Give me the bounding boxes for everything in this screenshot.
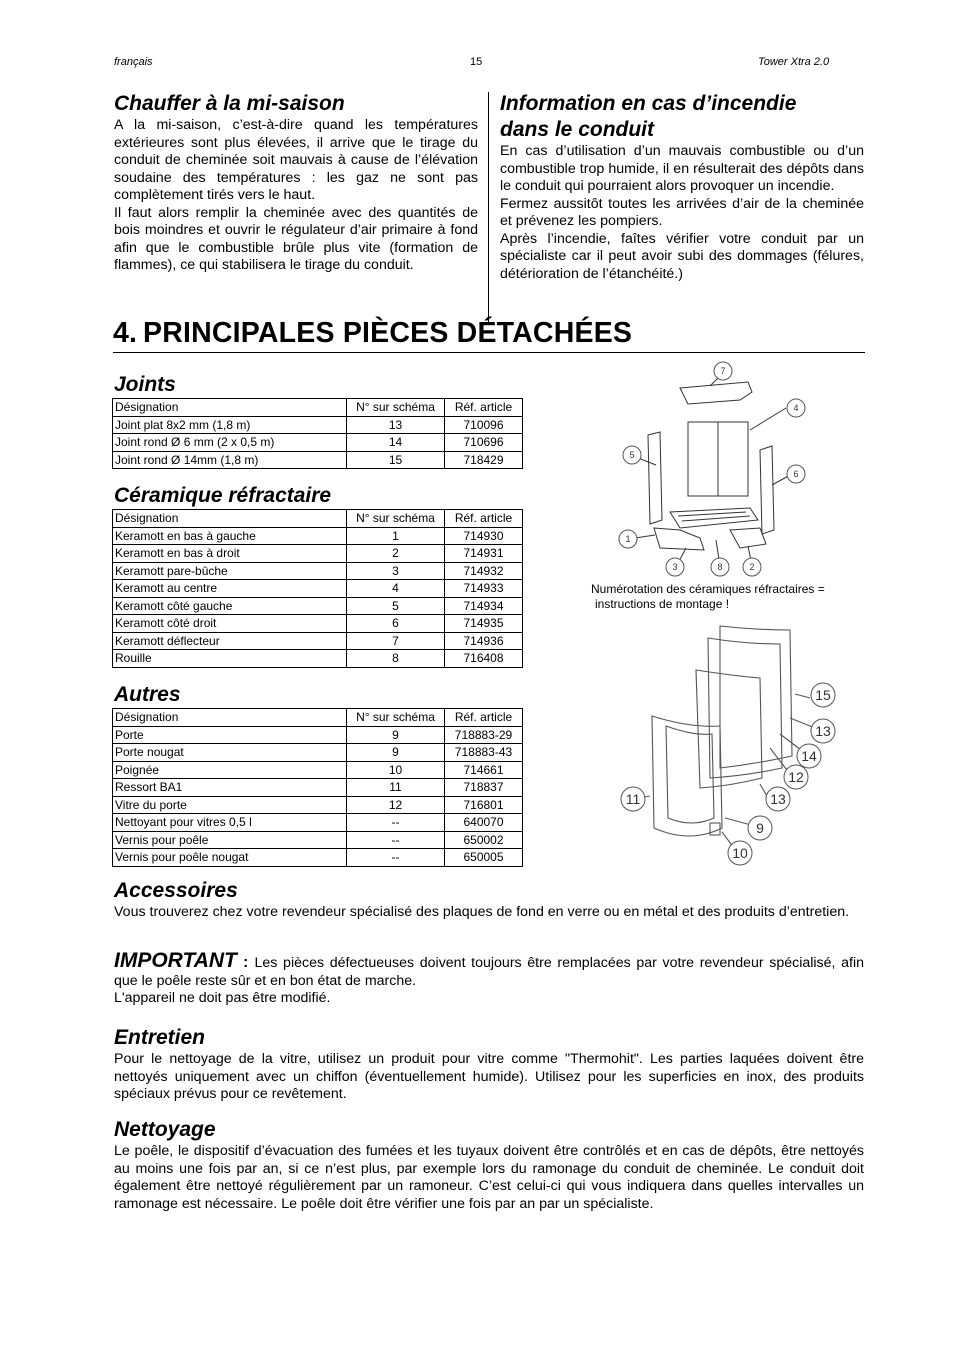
designation-cell: Keramott côté gauche bbox=[113, 597, 347, 615]
callout-label: 3 bbox=[672, 562, 678, 573]
main-heading-number: 4. bbox=[113, 317, 138, 349]
left-side-panel bbox=[648, 432, 662, 524]
door-exploded-diagram bbox=[610, 618, 850, 870]
table-row bbox=[113, 814, 523, 832]
schema-number-cell: 4 bbox=[347, 580, 445, 598]
column-header-designation: Désignation bbox=[113, 399, 347, 417]
table-header-row bbox=[113, 399, 523, 417]
column-divider bbox=[488, 92, 489, 322]
article-ref-cell: 640070 bbox=[445, 814, 523, 832]
callout-label: 10 bbox=[732, 845, 748, 862]
article-ref-cell: 716801 bbox=[445, 796, 523, 814]
designation-cell: Vernis pour poêle nougat bbox=[113, 849, 347, 867]
autres-table bbox=[112, 708, 523, 867]
joints-title: Joints bbox=[114, 373, 176, 396]
schema-number-cell: 6 bbox=[347, 615, 445, 633]
article-ref-cell: 716408 bbox=[445, 650, 523, 668]
callout-label: 8 bbox=[717, 562, 723, 573]
table-row bbox=[113, 650, 523, 668]
important-colon: : bbox=[236, 954, 255, 971]
column-header-ref: Réf. article bbox=[445, 709, 523, 727]
entretien-text: Pour le nettoyage de la vitre, utilisez un produit pour vitre comme "Thermohit". Les parties laquées doivent être nettoyés uniquement avec un chiffon (éventuellement humide). Utilisez pour les superficies en inox, des produits spéciaux prévus pour ce revêtement. bbox=[114, 1051, 864, 1102]
callout-label: 11 bbox=[625, 791, 641, 808]
schema-number-cell: 10 bbox=[347, 761, 445, 779]
callout-label: 9 bbox=[756, 820, 764, 837]
incendie-title-line-1: Information en cas d’incendie bbox=[500, 92, 797, 115]
incendie-paragraph-1: En cas d’utilisation d’un mauvais combustible ou d’un combustible trop humide, il en résulterait des dépôts dans le conduit qui pourraient alors provoquer un incendie. bbox=[500, 143, 864, 194]
table-row bbox=[113, 849, 523, 867]
schema-number-cell: 12 bbox=[347, 796, 445, 814]
designation-cell: Joint rond Ø 6 mm (2 x 0,5 m) bbox=[113, 434, 347, 452]
schema-number-cell: 7 bbox=[347, 632, 445, 650]
diagram-caption-line-2: instructions de montage ! bbox=[595, 597, 730, 611]
callout-label: 13 bbox=[815, 723, 831, 740]
article-ref-cell: 714932 bbox=[445, 562, 523, 580]
designation-cell: Keramott en bas à gauche bbox=[113, 527, 347, 545]
door-glass bbox=[696, 670, 762, 788]
designation-cell: Vernis pour poêle bbox=[113, 831, 347, 849]
table-row bbox=[113, 632, 523, 650]
table-header-row bbox=[113, 709, 523, 727]
ceramique-title: Céramique réfractaire bbox=[114, 484, 332, 507]
table-row bbox=[113, 527, 523, 545]
important-section bbox=[114, 949, 864, 1008]
table-row bbox=[113, 726, 523, 744]
deflector-plate bbox=[680, 382, 752, 404]
schema-number-cell: 13 bbox=[347, 416, 445, 434]
designation-cell: Keramott déflecteur bbox=[113, 632, 347, 650]
column-header-designation: Désignation bbox=[113, 709, 347, 727]
schema-number-cell: 2 bbox=[347, 545, 445, 563]
schema-number-cell: -- bbox=[347, 849, 445, 867]
column-header-schema: N° sur schéma bbox=[347, 510, 445, 528]
callout-label: 4 bbox=[793, 403, 799, 414]
schema-number-cell: 3 bbox=[347, 562, 445, 580]
table-row bbox=[113, 597, 523, 615]
article-ref-cell: 718837 bbox=[445, 779, 523, 797]
column-header-schema: N° sur schéma bbox=[347, 709, 445, 727]
header-product: Tower Xtra 2.0 bbox=[758, 56, 830, 68]
designation-cell: Vitre du porte bbox=[113, 796, 347, 814]
table-row bbox=[113, 796, 523, 814]
heading-rule bbox=[113, 352, 865, 353]
schema-number-cell: -- bbox=[347, 831, 445, 849]
nettoyage-section bbox=[114, 1117, 864, 1213]
schema-number-cell: 1 bbox=[347, 527, 445, 545]
column-header-ref: Réf. article bbox=[445, 510, 523, 528]
schema-number-cell: 14 bbox=[347, 434, 445, 452]
entretien-title: Entretien bbox=[114, 1026, 206, 1049]
designation-cell: Joint plat 8x2 mm (1,8 m) bbox=[113, 416, 347, 434]
ceramic-exploded-diagram bbox=[600, 360, 840, 585]
table-row bbox=[113, 761, 523, 779]
article-ref-cell: 714933 bbox=[445, 580, 523, 598]
table-row bbox=[113, 451, 523, 469]
schema-number-cell: 11 bbox=[347, 779, 445, 797]
gasket-layer bbox=[708, 638, 782, 778]
designation-cell: Keramott côté droit bbox=[113, 615, 347, 633]
main-heading: PRINCIPALES PIÈCES DÉTACHÉES bbox=[143, 317, 633, 349]
callout-label: 15 bbox=[815, 687, 831, 704]
table-header-row bbox=[113, 510, 523, 528]
article-ref-cell: 718429 bbox=[445, 451, 523, 469]
grate bbox=[670, 508, 758, 528]
schema-number-cell: 9 bbox=[347, 744, 445, 762]
article-ref-cell: 714935 bbox=[445, 615, 523, 633]
callout-label: 5 bbox=[629, 450, 635, 461]
table-row bbox=[113, 545, 523, 563]
ceramique-table bbox=[112, 509, 523, 668]
table-row bbox=[113, 416, 523, 434]
bottom-right-brick bbox=[730, 528, 766, 548]
important-label: IMPORTANT bbox=[114, 949, 237, 972]
incendie-paragraph-2: Fermez aussitôt toutes les arrivées d’air de la cheminée et prévenez les pompiers. bbox=[500, 195, 864, 229]
column-header-schema: N° sur schéma bbox=[347, 399, 445, 417]
designation-cell: Rouille bbox=[113, 650, 347, 668]
article-ref-cell: 718883-43 bbox=[445, 744, 523, 762]
article-ref-cell: 650005 bbox=[445, 849, 523, 867]
article-ref-cell: 650002 bbox=[445, 831, 523, 849]
joints-table bbox=[112, 398, 523, 469]
article-ref-cell: 714931 bbox=[445, 545, 523, 563]
callout-label: 2 bbox=[749, 562, 755, 573]
diagram-caption-line-1: Numérotation des céramiques réfractaires = bbox=[591, 582, 825, 596]
table-row bbox=[113, 434, 523, 452]
callout-label: 7 bbox=[720, 366, 726, 377]
table-row bbox=[113, 562, 523, 580]
designation-cell: Nettoyant pour vitres 0,5 l bbox=[113, 814, 347, 832]
article-ref-cell: 710696 bbox=[445, 434, 523, 452]
incendie-section bbox=[500, 91, 864, 283]
article-ref-cell: 714661 bbox=[445, 761, 523, 779]
designation-cell: Porte bbox=[113, 726, 347, 744]
designation-cell: Ressort BA1 bbox=[113, 779, 347, 797]
accessoires-title: Accessoires bbox=[114, 879, 238, 902]
schema-number-cell: 5 bbox=[347, 597, 445, 615]
column-header-ref: Réf. article bbox=[445, 399, 523, 417]
mi-saison-paragraph-2: Il faut alors remplir la cheminée avec des quantités de bois moindres et ouvrir le régulateur d’air primaire à fond afin que le combustible brûle plus vite (formation de flammes), ce qui stabilisera le tirage du conduit. bbox=[114, 204, 478, 273]
designation-cell: Keramott en bas à droit bbox=[113, 545, 347, 563]
nettoyage-title: Nettoyage bbox=[114, 1118, 216, 1141]
article-ref-cell: 718883-29 bbox=[445, 726, 523, 744]
callout-label: 1 bbox=[625, 534, 631, 545]
door-handle bbox=[710, 823, 720, 835]
mi-saison-section bbox=[114, 91, 478, 275]
schema-number-cell: 9 bbox=[347, 726, 445, 744]
schema-number-cell: -- bbox=[347, 814, 445, 832]
table-row bbox=[113, 580, 523, 598]
article-ref-cell: 714930 bbox=[445, 527, 523, 545]
accessoires-text: Vous trouverez chez votre revendeur spécialisé des plaques de fond en verre ou en métal et des produits d’entretien. bbox=[114, 904, 850, 920]
designation-cell: Joint rond Ø 14mm (1,8 m) bbox=[113, 451, 347, 469]
mi-saison-title: Chauffer à la mi-saison bbox=[114, 92, 345, 115]
column-header-designation: Désignation bbox=[113, 510, 347, 528]
important-text: Les pièces défectueuses doivent toujours être remplacées par votre revendeur spécialisé, afin que le poêle reste sûr et en bon état de marche. bbox=[114, 955, 864, 989]
callout-label: 6 bbox=[793, 469, 799, 480]
header-language: français bbox=[114, 56, 153, 68]
entretien-section bbox=[114, 1025, 864, 1104]
callout-label: 14 bbox=[801, 748, 817, 765]
callout-label: 13 bbox=[770, 791, 786, 808]
designation-cell: Keramott au centre bbox=[113, 580, 347, 598]
article-ref-cell: 714936 bbox=[445, 632, 523, 650]
table-row bbox=[113, 615, 523, 633]
incendie-paragraph-3: Après l’incendie, faîtes vérifier votre conduit par un spécialiste car il peut avoir subi des dommages (félures, détérioration de l’étanchéité.) bbox=[500, 230, 864, 282]
callout-label: 12 bbox=[788, 769, 804, 786]
designation-cell: Keramott pare-bûche bbox=[113, 562, 347, 580]
autres-title: Autres bbox=[114, 683, 181, 706]
nettoyage-text: Le poêle, le dispositif d’évacuation des fumées et les tuyaux doivent être contrôlés et en cas de dépôts, être nettoyés au moins une fois par an, si ce n’est plus, par exemple lors du ramonage du conduit de cheminée. Le conduit doit également être nettoyé régulièrement par un ramoneur. C’est celui-ci qui vous indiquera dans quelles intervalles un ramonage est nécessaire. Le poêle doit être vérifier une fois par an par un spécialiste. bbox=[114, 1143, 864, 1212]
table-row bbox=[113, 779, 523, 797]
table-row bbox=[113, 744, 523, 762]
table-row bbox=[113, 831, 523, 849]
important-text-2: L'appareil ne doit pas être modifié. bbox=[114, 990, 331, 1006]
designation-cell: Poignée bbox=[113, 761, 347, 779]
accessoires-section bbox=[114, 878, 864, 922]
schema-number-cell: 15 bbox=[347, 451, 445, 469]
schema-number-cell: 8 bbox=[347, 650, 445, 668]
bottom-left-brick bbox=[654, 528, 704, 550]
right-side-panel bbox=[760, 446, 774, 534]
article-ref-cell: 710096 bbox=[445, 416, 523, 434]
incendie-title-line-2: dans le conduit bbox=[500, 118, 655, 141]
article-ref-cell: 714934 bbox=[445, 597, 523, 615]
page-number: 15 bbox=[470, 56, 483, 68]
designation-cell: Porte nougat bbox=[113, 744, 347, 762]
mi-saison-paragraph-1: A la mi-saison, c’est-à-dire quand les températures extérieures sont plus élevées, il arrive que le tirage du conduit de cheminée soit mauvais à cause de l’élévation soudaine des températures : les gaz ne sont pas complètement tirés vers le haut. bbox=[114, 117, 478, 203]
